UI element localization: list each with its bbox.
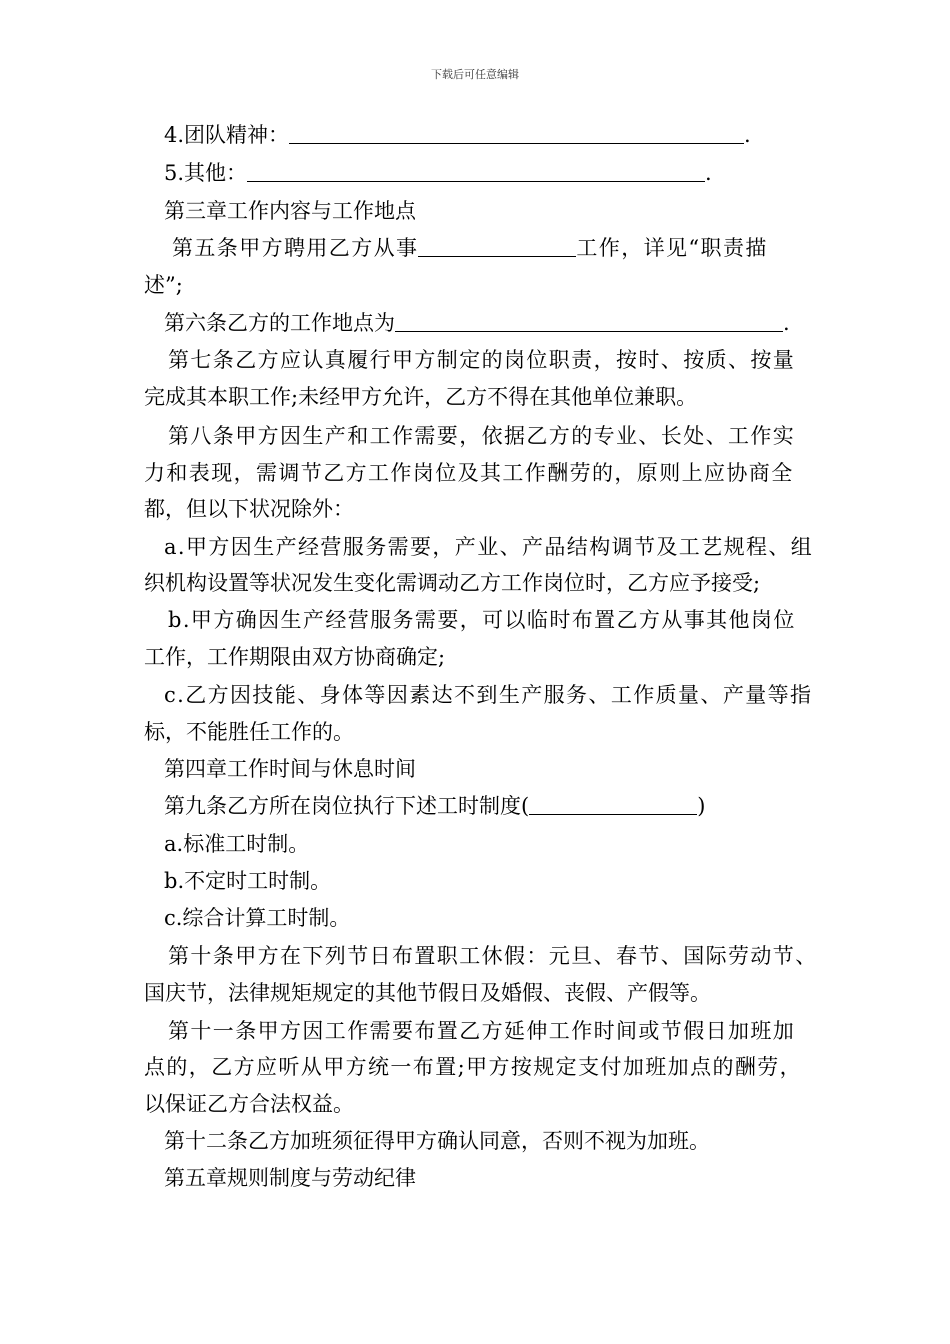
page-header: 下载后可任意编辑: [431, 68, 519, 81]
chapter-heading: 第五章规则制度与劳动纪律: [164, 1166, 416, 1190]
item-label: 4.团队精神：: [164, 123, 290, 147]
article-6: [164, 308, 790, 338]
fill-in-blank[interactable]: [247, 159, 705, 182]
article-10-line-2: 国庆节，法律规矩规定的其他节假日及婚假、丧假、产假等。: [144, 981, 711, 1005]
period: .: [705, 161, 712, 185]
article-7-line-1: 第七条乙方应认真履行甲方制定的岗位职责，按时、按质、按量: [168, 348, 796, 372]
article-5-line-1: [172, 233, 768, 263]
option-b: b.不定时工时制。: [164, 869, 332, 893]
item-other: [164, 158, 712, 188]
text-segment: 第五条甲方聘用乙方从事: [172, 236, 419, 260]
option-a: a.标准工时制。: [164, 832, 310, 856]
fill-in-blank[interactable]: [418, 234, 576, 257]
article-9: [164, 791, 705, 821]
fill-in-blank[interactable]: [289, 121, 744, 144]
article-7-line-2: 完成其本职工作;未经甲方允许，乙方不得在其他单位兼职。: [144, 385, 698, 409]
article-11-line-3: 以保证乙方合法权益。: [144, 1092, 354, 1116]
period: .: [744, 123, 751, 147]
article-8-line-3: 都，但以下状况除外：: [144, 497, 354, 521]
text-segment: 第六条乙方的工作地点为: [164, 311, 395, 335]
article-12: 第十二条乙方加班须征得甲方确认同意，否则不视为加班。: [164, 1129, 710, 1153]
chapter-heading: 第四章工作时间与休息时间: [164, 757, 416, 781]
item-c-line-2: 标，不能胜任工作的。: [144, 720, 354, 744]
text-segment: 工作，详见“职责描: [576, 236, 768, 260]
article-11-line-2: 点的，乙方应听从甲方统一布置;甲方按规定支付加班加点的酬劳，: [144, 1055, 803, 1079]
article-8-line-2: 力和表现，需调节乙方工作岗位及其工作酬劳的，原则上应协商全: [144, 461, 794, 485]
item-label: 5.其他：: [164, 161, 248, 185]
item-a-line-2: 织机构设置等状况发生变化需调动乙方工作岗位时，乙方应予接受;: [144, 571, 761, 595]
period: .: [783, 311, 790, 335]
chapter-heading: 第三章工作内容与工作地点: [164, 199, 416, 223]
option-c: c.综合计算工时制。: [164, 906, 351, 930]
item-team-spirit: [164, 120, 751, 150]
fill-in-blank[interactable]: [395, 309, 783, 332]
fill-in-blank[interactable]: [529, 792, 697, 815]
item-a-line-1: a.甲方因生产经营服务需要，产业、产品结构调节及工艺规程、组: [164, 535, 814, 559]
item-b-line-2: 工作，工作期限由双方协商确定;: [144, 645, 446, 669]
text-segment: ): [697, 794, 706, 818]
item-b-line-1: b.甲方确因生产经营服务需要，可以临时布置乙方从事其他岗位: [168, 608, 796, 632]
article-11-line-1: 第十一条甲方因工作需要布置乙方延伸工作时间或节假日加班加: [168, 1019, 796, 1043]
item-c-line-1: c.乙方因技能、身体等因素达不到生产服务、工作质量、产量等指: [164, 683, 813, 707]
article-8-line-1: 第八条甲方因生产和工作需要，依据乙方的专业、长处、工作实: [168, 424, 796, 448]
article-10-line-1: 第十条甲方在下列节日布置职工休假：元旦、春节、国际劳动节、: [168, 944, 818, 968]
text-segment: 第九条乙方所在岗位执行下述工时制度(: [164, 794, 530, 818]
article-5-line-2: 述”;: [144, 273, 183, 297]
